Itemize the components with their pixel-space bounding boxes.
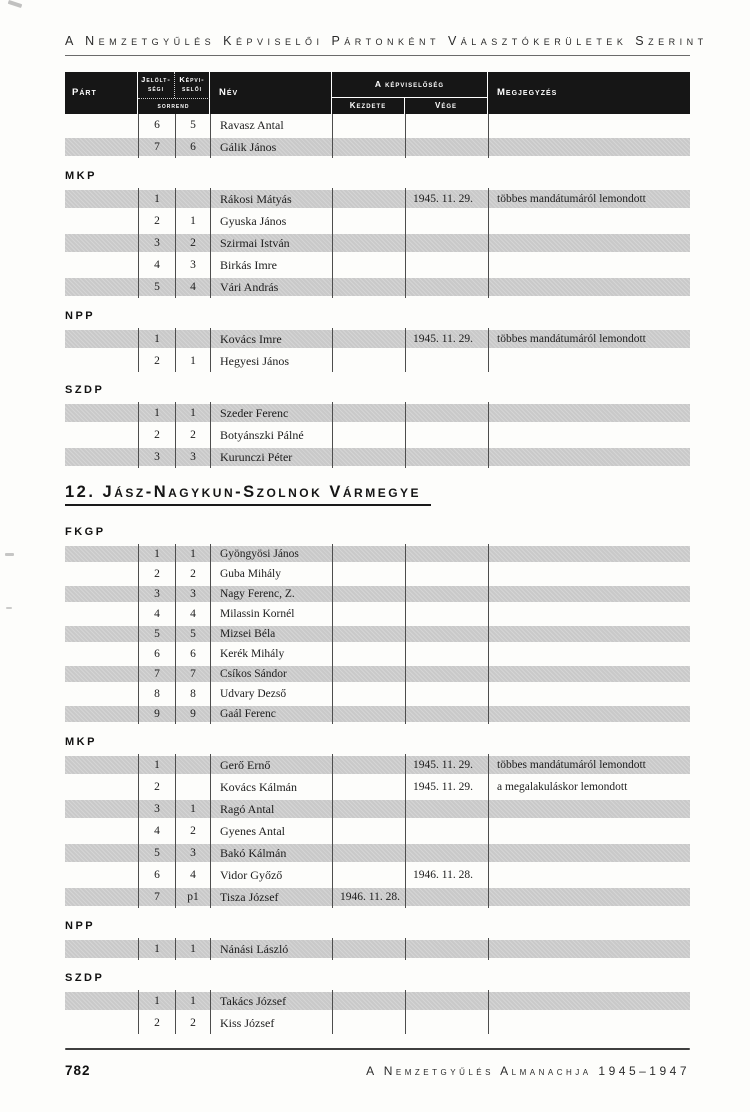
cell-end-date <box>405 1012 488 1034</box>
cell-kepviseloi-sorrend: 2 <box>175 564 210 584</box>
cell-kepviseloi-sorrend: 5 <box>175 624 210 644</box>
column-header-nev: Név <box>210 72 332 114</box>
cell-note <box>488 402 690 424</box>
party-section <box>65 310 690 372</box>
column-header-megjegyzes: Megjegyzés <box>497 86 558 98</box>
cell-jelolt-sorrend: 7 <box>138 136 175 158</box>
cell-jelolt-sorrend: 5 <box>138 624 175 644</box>
cell-part <box>65 114 138 136</box>
party-label: NPP <box>65 310 96 322</box>
table-row <box>65 276 690 298</box>
cell-note <box>488 820 690 842</box>
cell-start-date <box>332 820 405 842</box>
cell-end-date <box>405 684 488 704</box>
cell-part <box>65 276 138 298</box>
cell-end-date <box>405 544 488 564</box>
cell-name: Szirmai István <box>210 232 332 254</box>
table-row <box>65 624 690 644</box>
cell-name: Gyuska János <box>210 210 332 232</box>
column-header-kepviseloi-line1: Képvi- <box>179 75 205 85</box>
party-section <box>65 384 690 468</box>
cell-kepviseloi-sorrend: 2 <box>175 424 210 446</box>
cell-end-date <box>405 644 488 664</box>
cell-end-date <box>405 210 488 232</box>
column-header-sorrend: sorrend <box>138 98 210 114</box>
cell-start-date <box>332 798 405 820</box>
table-row <box>65 402 690 424</box>
cell-name: Szeder Ferenc <box>210 402 332 424</box>
cell-kepviseloi-sorrend: 1 <box>175 938 210 960</box>
cell-name: Nagy Ferenc, Z. <box>210 584 332 604</box>
column-header-part: Párt <box>65 72 138 114</box>
cell-name: Botyánszki Pálné <box>210 424 332 446</box>
party-label: MKP <box>65 170 97 182</box>
cell-jelolt-sorrend: 2 <box>138 350 175 372</box>
column-header-kezdete: Kezdete <box>332 98 405 114</box>
party-label: SZDP <box>65 384 105 396</box>
cell-name: Ragó Antal <box>210 798 332 820</box>
table-row <box>65 232 690 254</box>
cell-jelolt-sorrend: 4 <box>138 254 175 276</box>
cell-part <box>65 704 138 724</box>
cell-kepviseloi-sorrend: 7 <box>175 664 210 684</box>
footer-divider <box>65 1048 690 1050</box>
table-row <box>65 820 690 842</box>
cell-note <box>488 136 690 158</box>
cell-part <box>65 424 138 446</box>
table-row <box>65 350 690 372</box>
cell-name: Vidor Győző <box>210 864 332 886</box>
column-header-kepviseloi <box>175 72 210 98</box>
party-section <box>65 736 690 908</box>
table-row <box>65 776 690 798</box>
table-row <box>65 584 690 604</box>
cell-start-date <box>332 604 405 624</box>
cell-start-date <box>332 704 405 724</box>
cell-name: Vári András <box>210 276 332 298</box>
cell-end-date <box>405 564 488 584</box>
cell-start-date <box>332 754 405 776</box>
cell-end-date <box>405 446 488 468</box>
cell-kepviseloi-sorrend: 6 <box>175 644 210 664</box>
cell-name: Gerő Ernő <box>210 754 332 776</box>
cell-kepviseloi-sorrend: 3 <box>175 254 210 276</box>
cell-note <box>488 564 690 584</box>
county-group <box>65 114 690 468</box>
party-label: SZDP <box>65 972 105 984</box>
column-header-jeloltsegi <box>138 72 175 98</box>
cell-kepviseloi-sorrend: 2 <box>175 820 210 842</box>
cell-kepviseloi-sorrend: 1 <box>175 798 210 820</box>
cell-kepviseloi-sorrend: 1 <box>175 350 210 372</box>
cell-name: Kurunczi Péter <box>210 446 332 468</box>
cell-kepviseloi-sorrend: 1 <box>175 544 210 564</box>
cell-end-date: 1945. 11. 29. <box>405 754 488 776</box>
cell-jelolt-sorrend: 4 <box>138 604 175 624</box>
cell-note: többes mandátumáról lemondott <box>488 754 690 776</box>
cell-note: a megalakuláskor lemondott <box>488 776 690 798</box>
cell-note: többes mandátumáról lemondott <box>488 328 690 350</box>
cell-start-date <box>332 644 405 664</box>
cell-note <box>488 864 690 886</box>
table-row <box>65 604 690 624</box>
party-label: MKP <box>65 736 97 748</box>
cell-part <box>65 544 138 564</box>
scan-artifact <box>6 607 12 609</box>
cell-start-date <box>332 276 405 298</box>
cell-jelolt-sorrend: 8 <box>138 684 175 704</box>
cell-end-date <box>405 402 488 424</box>
cell-part <box>65 350 138 372</box>
cell-start-date <box>332 402 405 424</box>
cell-jelolt-sorrend: 2 <box>138 1012 175 1034</box>
cell-name: Gálik János <box>210 136 332 158</box>
cell-name: Mizsei Béla <box>210 624 332 644</box>
cell-start-date <box>332 446 405 468</box>
table-header-bar <box>65 72 690 114</box>
cell-start-date <box>332 842 405 864</box>
table-row <box>65 446 690 468</box>
cell-start-date <box>332 424 405 446</box>
cell-name: Kiss József <box>210 1012 332 1034</box>
cell-note <box>488 276 690 298</box>
cell-end-date <box>405 232 488 254</box>
table-row <box>65 644 690 664</box>
table-row <box>65 798 690 820</box>
cell-note <box>488 254 690 276</box>
cell-jelolt-sorrend: 6 <box>138 114 175 136</box>
cell-end-date <box>405 624 488 644</box>
cell-start-date <box>332 328 405 350</box>
cell-kepviseloi-sorrend <box>175 188 210 210</box>
cell-kepviseloi-sorrend: 1 <box>175 210 210 232</box>
cell-part <box>65 210 138 232</box>
cell-part <box>65 644 138 664</box>
cell-start-date <box>332 188 405 210</box>
cell-note <box>488 232 690 254</box>
cell-jelolt-sorrend: 5 <box>138 842 175 864</box>
table-row <box>65 328 690 350</box>
table-row <box>65 990 690 1012</box>
party-section <box>65 170 690 298</box>
cell-part <box>65 564 138 584</box>
cell-kepviseloi-sorrend: 1 <box>175 990 210 1012</box>
table-row <box>65 886 690 908</box>
cell-note <box>488 624 690 644</box>
cell-kepviseloi-sorrend: 5 <box>175 114 210 136</box>
cell-start-date <box>332 584 405 604</box>
cell-note: többes mandátumáról lemondott <box>488 188 690 210</box>
table-row <box>65 684 690 704</box>
cell-part <box>65 604 138 624</box>
cell-note <box>488 544 690 564</box>
cell-jelolt-sorrend: 1 <box>138 938 175 960</box>
column-header-jeloltsegi-line2: ségi <box>148 84 164 93</box>
cell-name: Csíkos Sándor <box>210 664 332 684</box>
running-header: A Nemzetgyűlés Képviselői Pártonként Választókerületek Szerint <box>65 34 690 56</box>
cell-end-date <box>405 798 488 820</box>
cell-jelolt-sorrend: 3 <box>138 232 175 254</box>
cell-jelolt-sorrend: 2 <box>138 210 175 232</box>
column-header-kepviseloseg: A képviselőség <box>332 72 488 98</box>
footer-book-title: A Nemzetgyűlés Almanachja 1945–1947 <box>366 1064 690 1078</box>
cell-kepviseloi-sorrend: 6 <box>175 136 210 158</box>
cell-note <box>488 798 690 820</box>
cell-kepviseloi-sorrend: 8 <box>175 684 210 704</box>
cell-name: Birkás Imre <box>210 254 332 276</box>
party-label: NPP <box>65 920 96 932</box>
cell-jelolt-sorrend: 1 <box>138 754 175 776</box>
cell-part <box>65 754 138 776</box>
cell-jelolt-sorrend: 5 <box>138 276 175 298</box>
cell-start-date <box>332 350 405 372</box>
cell-note <box>488 886 690 908</box>
cell-part <box>65 584 138 604</box>
cell-note <box>488 114 690 136</box>
cell-note <box>488 842 690 864</box>
cell-part <box>65 328 138 350</box>
cell-note <box>488 938 690 960</box>
cell-name: Gaál Ferenc <box>210 704 332 724</box>
cell-note <box>488 446 690 468</box>
cell-end-date <box>405 254 488 276</box>
cell-jelolt-sorrend: 7 <box>138 664 175 684</box>
cell-jelolt-sorrend: 3 <box>138 798 175 820</box>
table-row <box>65 424 690 446</box>
page-footer <box>65 1063 690 1078</box>
cell-name: Kerék Mihály <box>210 644 332 664</box>
cell-end-date <box>405 604 488 624</box>
cell-kepviseloi-sorrend: 4 <box>175 864 210 886</box>
cell-start-date <box>332 624 405 644</box>
cell-end-date: 1946. 11. 28. <box>405 864 488 886</box>
cell-part <box>65 990 138 1012</box>
column-header-jeloltsegi-line1: Jelölt- <box>141 75 171 85</box>
cell-jelolt-sorrend: 3 <box>138 584 175 604</box>
cell-jelolt-sorrend: 1 <box>138 188 175 210</box>
cell-kepviseloi-sorrend: 3 <box>175 842 210 864</box>
cell-start-date <box>332 684 405 704</box>
cell-note <box>488 604 690 624</box>
cell-part <box>65 1012 138 1034</box>
cell-note <box>488 424 690 446</box>
party-section <box>65 114 690 158</box>
column-header-vege: Vége <box>405 98 488 114</box>
table-row <box>65 1012 690 1034</box>
table-row <box>65 254 690 276</box>
cell-start-date <box>332 254 405 276</box>
table-row <box>65 938 690 960</box>
cell-name: Rákosi Mátyás <box>210 188 332 210</box>
county-title-wrap <box>65 468 690 514</box>
column-header-kepviseloi-line2: selői <box>181 84 202 93</box>
cell-start-date: 1946. 11. 28. <box>332 886 405 908</box>
cell-name: Guba Mihály <box>210 564 332 584</box>
cell-start-date <box>332 990 405 1012</box>
cell-end-date: 1945. 11. 29. <box>405 188 488 210</box>
cell-jelolt-sorrend: 2 <box>138 564 175 584</box>
cell-kepviseloi-sorrend: 4 <box>175 604 210 624</box>
cell-note <box>488 1012 690 1034</box>
cell-note <box>488 664 690 684</box>
cell-note <box>488 350 690 372</box>
cell-jelolt-sorrend: 1 <box>138 544 175 564</box>
scan-artifact <box>8 0 23 8</box>
cell-name: Takács József <box>210 990 332 1012</box>
cell-name: Milassin Kornél <box>210 604 332 624</box>
cell-start-date <box>332 544 405 564</box>
cell-name: Nánási László <box>210 938 332 960</box>
table-row <box>65 842 690 864</box>
scan-artifact <box>5 553 14 556</box>
cell-note <box>488 684 690 704</box>
cell-name: Gyenes Antal <box>210 820 332 842</box>
table-row <box>65 564 690 584</box>
party-section <box>65 920 690 960</box>
cell-name: Tisza József <box>210 886 332 908</box>
county-group <box>65 468 690 1034</box>
cell-jelolt-sorrend: 2 <box>138 776 175 798</box>
cell-end-date <box>405 886 488 908</box>
cell-name: Ravasz Antal <box>210 114 332 136</box>
table-groups <box>65 114 690 1034</box>
cell-part <box>65 446 138 468</box>
cell-note <box>488 584 690 604</box>
cell-end-date <box>405 664 488 684</box>
cell-note <box>488 644 690 664</box>
cell-name: Kovács Imre <box>210 328 332 350</box>
table-row <box>65 704 690 724</box>
cell-end-date: 1945. 11. 29. <box>405 328 488 350</box>
cell-kepviseloi-sorrend: 2 <box>175 1012 210 1034</box>
cell-part <box>65 624 138 644</box>
cell-kepviseloi-sorrend: 1 <box>175 402 210 424</box>
page-number: 782 <box>65 1063 91 1078</box>
cell-start-date <box>332 564 405 584</box>
cell-jelolt-sorrend: 7 <box>138 886 175 908</box>
cell-end-date <box>405 842 488 864</box>
cell-part <box>65 684 138 704</box>
cell-jelolt-sorrend: 1 <box>138 402 175 424</box>
cell-kepviseloi-sorrend <box>175 776 210 798</box>
party-section <box>65 526 690 724</box>
cell-kepviseloi-sorrend <box>175 328 210 350</box>
cell-part <box>65 842 138 864</box>
cell-end-date <box>405 424 488 446</box>
cell-start-date <box>332 210 405 232</box>
cell-part <box>65 402 138 424</box>
table-row <box>65 664 690 684</box>
cell-end-date <box>405 938 488 960</box>
cell-start-date <box>332 232 405 254</box>
table-row <box>65 544 690 564</box>
cell-end-date: 1945. 11. 29. <box>405 776 488 798</box>
cell-kepviseloi-sorrend: p1 <box>175 886 210 908</box>
cell-jelolt-sorrend: 1 <box>138 990 175 1012</box>
cell-end-date <box>405 820 488 842</box>
cell-kepviseloi-sorrend: 3 <box>175 584 210 604</box>
cell-end-date <box>405 114 488 136</box>
table-row <box>65 114 690 136</box>
cell-start-date <box>332 864 405 886</box>
cell-kepviseloi-sorrend: 2 <box>175 232 210 254</box>
cell-start-date <box>332 136 405 158</box>
cell-end-date <box>405 350 488 372</box>
table-row <box>65 754 690 776</box>
party-section <box>65 972 690 1034</box>
cell-start-date <box>332 1012 405 1034</box>
cell-end-date <box>405 276 488 298</box>
cell-name: Bakó Kálmán <box>210 842 332 864</box>
table-row <box>65 210 690 232</box>
county-title: 12. Jász-Nagykun-Szolnok Vármegye <box>65 482 431 506</box>
cell-jelolt-sorrend: 6 <box>138 864 175 886</box>
cell-end-date <box>405 704 488 724</box>
cell-end-date <box>405 136 488 158</box>
cell-name: Gyöngyösi János <box>210 544 332 564</box>
cell-part <box>65 136 138 158</box>
cell-end-date <box>405 584 488 604</box>
cell-kepviseloi-sorrend <box>175 754 210 776</box>
cell-start-date <box>332 938 405 960</box>
table-row <box>65 864 690 886</box>
cell-jelolt-sorrend: 6 <box>138 644 175 664</box>
cell-end-date <box>405 990 488 1012</box>
cell-jelolt-sorrend: 9 <box>138 704 175 724</box>
cell-jelolt-sorrend: 1 <box>138 328 175 350</box>
cell-part <box>65 798 138 820</box>
cell-kepviseloi-sorrend: 4 <box>175 276 210 298</box>
cell-note <box>488 210 690 232</box>
cell-part <box>65 938 138 960</box>
cell-part <box>65 188 138 210</box>
cell-start-date <box>332 114 405 136</box>
party-label: FKGP <box>65 526 106 538</box>
cell-jelolt-sorrend: 2 <box>138 424 175 446</box>
cell-part <box>65 664 138 684</box>
table-row <box>65 188 690 210</box>
cell-part <box>65 886 138 908</box>
cell-note <box>488 704 690 724</box>
cell-note <box>488 990 690 1012</box>
cell-part <box>65 864 138 886</box>
cell-part <box>65 232 138 254</box>
cell-jelolt-sorrend: 4 <box>138 820 175 842</box>
cell-kepviseloi-sorrend: 9 <box>175 704 210 724</box>
cell-name: Kovács Kálmán <box>210 776 332 798</box>
cell-kepviseloi-sorrend: 3 <box>175 446 210 468</box>
cell-name: Hegyesi János <box>210 350 332 372</box>
cell-start-date <box>332 776 405 798</box>
table-row <box>65 136 690 158</box>
cell-part <box>65 254 138 276</box>
cell-name: Udvary Dezső <box>210 684 332 704</box>
cell-part <box>65 820 138 842</box>
cell-part <box>65 776 138 798</box>
cell-start-date <box>332 664 405 684</box>
cell-jelolt-sorrend: 3 <box>138 446 175 468</box>
